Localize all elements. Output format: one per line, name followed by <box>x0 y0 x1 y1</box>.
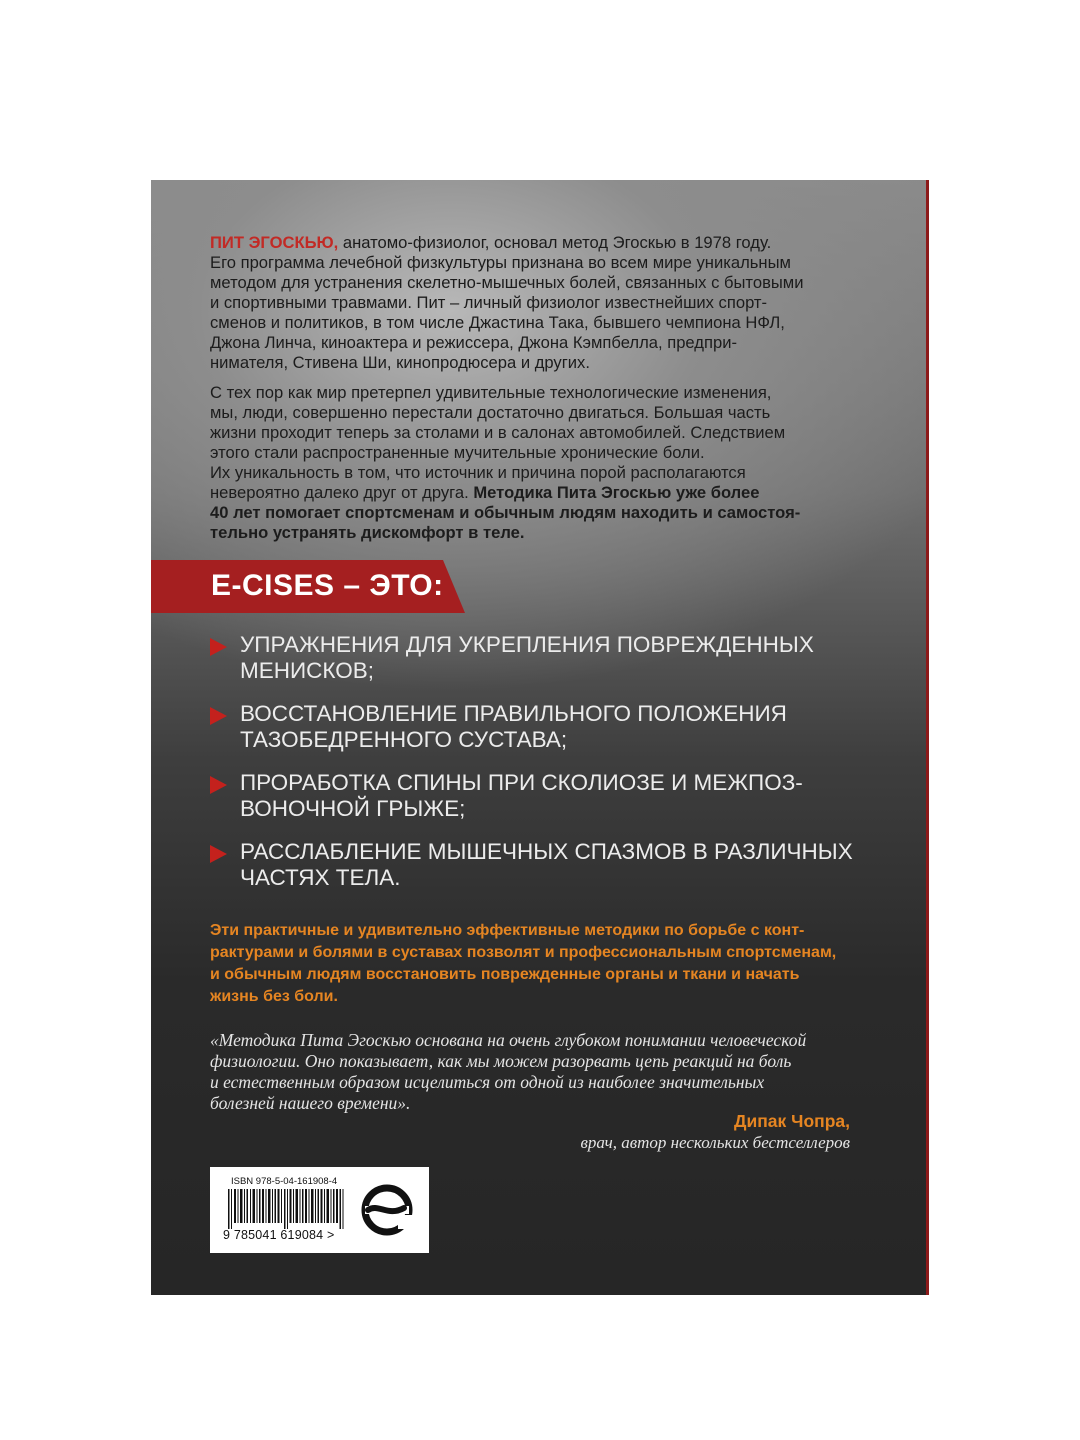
quote-line: болезней нашего времени». <box>210 1093 411 1113</box>
author-bio-line: нимателя, Стивена Ши, кинопродюсера и других. <box>210 353 590 372</box>
author-bio-line: Джона Линча, киноактера и режиссера, Джона Кэмпбелла, предпри- <box>210 333 737 352</box>
intro-paragraph <box>210 383 890 543</box>
intro-line: мы, люди, совершенно перестали достаточно двигаться. Большая часть <box>210 403 771 422</box>
feature-text: ПРОРАБОТКА СПИНЫ ПРИ СКОЛИОЗЕ И МЕЖПОЗ- ВОНОЧНОЙ ГРЫЖЕ; <box>240 770 803 821</box>
triangle-arrow-icon <box>210 845 227 863</box>
barcode-number: 9 785041 619084 > <box>223 1228 335 1242</box>
eksmo-logo-icon <box>352 1175 422 1245</box>
spine-edge <box>926 180 929 1295</box>
author-bio-line: Его программа лечебной физкультуры признана во всем мире уникальным <box>210 253 791 272</box>
author-name: ПИТ ЭГОСКЬЮ, <box>210 233 339 252</box>
quote-author: Дипак Чопра, <box>734 1111 850 1131</box>
quote-line: и естественным образом исцелиться от одной из наиболее значительных <box>210 1072 765 1092</box>
intro-bold-line: 40 лет помогает спортсменам и обычным людям находить и самостоя- <box>210 503 801 522</box>
barcode-panel <box>210 1167 429 1253</box>
quote-line: «Методика Пита Эгоскью основана на очень глубоком понимании человеческой <box>210 1030 807 1050</box>
intro-line: невероятно далеко друг от друга. Методика Пита Эгоскью уже более <box>210 483 760 502</box>
author-bio-line: ПИТ ЭГОСКЬЮ, анатомо-физиолог, основал метод Эгоскью в 1978 году. <box>210 233 772 252</box>
quote-author-role: врач, автор нескольких бестселлеров <box>580 1133 850 1152</box>
triangle-arrow-icon <box>210 707 227 725</box>
author-bio-line: сменов и политиков, в том числе Джастина Така, бывшего чемпиона НФЛ, <box>210 313 785 332</box>
book-back-cover <box>151 180 929 1295</box>
highlight-line: Эти практичные и удивительно эффективные методики по борьбе с конт- <box>210 922 805 939</box>
feature-text: УПРАЖНЕНИЯ ДЛЯ УКРЕПЛЕНИЯ ПОВРЕЖДЕННЫХ МЕНИСКОВ; <box>240 632 814 683</box>
intro-line: этого стали распространенные мучительные хронические боли. <box>210 443 705 462</box>
highlight-paragraph <box>210 920 910 1008</box>
intro-line: С тех пор как мир претерпел удивительные технологические изменения, <box>210 383 772 402</box>
triangle-arrow-icon <box>210 638 227 656</box>
feature-item <box>210 839 890 908</box>
banner-title: E-CISES – ЭТО: <box>211 569 444 602</box>
triangle-arrow-icon <box>210 776 227 794</box>
feature-list <box>210 632 890 908</box>
barcode-icon <box>228 1189 346 1229</box>
author-bio-line: методом для устранения скелетно-мышечных болей, связанных с бытовыми <box>210 273 804 292</box>
author-bio-line: и спортивными травмами. Пит – личный физиолог известнейших спорт- <box>210 293 768 312</box>
feature-item <box>210 770 890 839</box>
intro-line: Их уникальность в том, что источник и причина порой располагаются <box>210 463 746 482</box>
author-bio <box>210 233 890 373</box>
feature-item <box>210 632 890 701</box>
isbn-label: ISBN 978-5-04-161908-4 <box>231 1176 338 1187</box>
feature-text: ВОССТАНОВЛЕНИЕ ПРАВИЛЬНОГО ПОЛОЖЕНИЯ ТАЗОБЕДРЕННОГО СУСТАВА; <box>240 701 787 752</box>
feature-text: РАССЛАБЛЕНИЕ МЫШЕЧНЫХ СПАЗМОВ В РАЗЛИЧНЫХ ЧАСТЯХ ТЕЛА. <box>240 839 853 890</box>
quote-line: физиологии. Оно показывает, как мы можем разорвать цепь реакций на боль <box>210 1051 792 1071</box>
highlight-line: жизнь без боли. <box>210 988 338 1005</box>
intro-line: жизни проходит теперь за столами и в салонах автомобилей. Следствием <box>210 423 786 442</box>
testimonial-quote <box>210 1030 910 1114</box>
intro-bold-line: тельно устранять дискомфорт в теле. <box>210 523 525 542</box>
feature-item <box>210 701 890 770</box>
highlight-line: и обычным людям восстановить поврежденные органы и ткани и начать <box>210 966 800 983</box>
highlight-line: рактурами и болями в суставах позволят и профессиональным спортсменам, <box>210 944 837 961</box>
